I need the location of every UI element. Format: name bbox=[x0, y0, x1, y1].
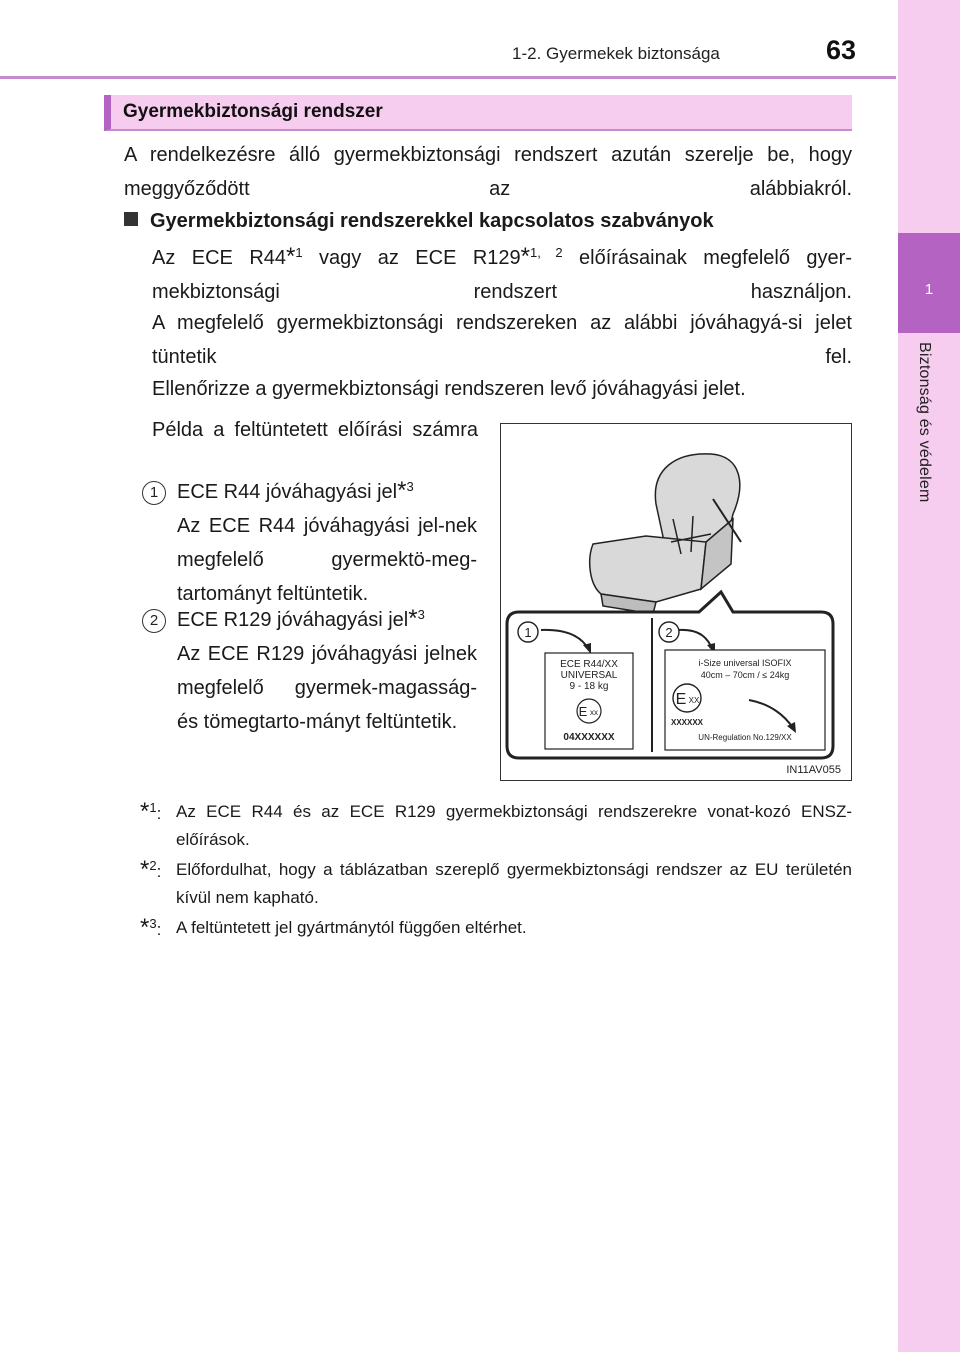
label1-line3: 9 - 18 kg bbox=[569, 681, 609, 692]
label2-number: XXXXXX bbox=[671, 718, 704, 727]
subheading-text: Gyermekbiztonsági rendszerekkel kapcsolatos szabványok bbox=[150, 210, 714, 232]
section-heading-bar bbox=[104, 95, 852, 131]
child-seat-icon bbox=[590, 454, 741, 614]
item-2-desc: Az ECE R129 jóváhagyási jelnek megfelelő gyermek-magasság- és tömegtarto-mányt feltüntetik. bbox=[177, 643, 477, 733]
footnote-ref-star: * bbox=[397, 477, 407, 504]
subheading bbox=[124, 204, 852, 238]
item-marker-2: 2 bbox=[142, 609, 166, 633]
item-ece-r44 bbox=[177, 474, 477, 611]
footnote-3-text: A feltüntetett jel gyártmánytól függően eltérhet. bbox=[176, 918, 527, 937]
chapter-title: Biztonság és védelem bbox=[916, 342, 933, 503]
intro-paragraph: A rendelkezésre álló gyermekbiztonsági rendszert azután szerelje be, hogy meggyőződött az alábbiakról. bbox=[124, 144, 852, 200]
item-1-footnote-ref: 3 bbox=[406, 478, 414, 494]
footnote-num: 2 bbox=[149, 857, 157, 873]
chapter-number: 1 bbox=[924, 281, 934, 298]
example-intro: Példa a feltüntetett előírási számra bbox=[152, 419, 478, 441]
approval-mark-paragraph: A megfelelő gyermekbiztonsági rendszereken az alábbi jóváhagyá-si jelet tüntetik fel. bbox=[152, 312, 852, 368]
label2-e-mark: E bbox=[675, 691, 687, 708]
footnote-num: 1 bbox=[149, 799, 157, 815]
footnote-3-marker: *$^3$: bbox=[140, 914, 162, 941]
item-1-title: ECE R44 jóváhagyási jel bbox=[177, 481, 398, 503]
label1-number: 04XXXXXX bbox=[563, 732, 615, 743]
item-marker-1: 1 bbox=[142, 481, 166, 505]
square-bullet-icon bbox=[124, 212, 138, 226]
child-seat-figure-svg bbox=[501, 424, 850, 779]
footnote-star: * bbox=[140, 856, 150, 883]
figure-marker-1: 1 bbox=[524, 625, 532, 640]
label1-line1: ECE R44/XX bbox=[560, 659, 618, 670]
header-section-title: 1-2. Gyermekek biztonsága bbox=[512, 44, 720, 63]
check-mark-paragraph: Ellenőrizze a gyermekbiztonsági rendszeren levő jóváhagyási jelet. bbox=[152, 378, 746, 400]
label1-e-mark-sub: xx bbox=[590, 708, 598, 717]
p1-text-a: Az ECE R44 bbox=[152, 247, 287, 269]
footnote-ref-star: * bbox=[286, 243, 296, 270]
chapter-side-tab bbox=[898, 0, 960, 1352]
figure-marker-2: 2 bbox=[665, 625, 673, 640]
footnote-star: * bbox=[140, 798, 150, 825]
page-number: 63 bbox=[826, 35, 857, 65]
label1-e-mark: E bbox=[578, 704, 588, 719]
header-divider bbox=[0, 76, 896, 79]
approval-label-illustration bbox=[500, 423, 852, 781]
label2-e-mark-sub: XX bbox=[688, 696, 700, 705]
footnote-2-text: Előfordulhat, hogy a táblázatban szereplő gyermekbiztonsági rendszer az EU területén kívül nem kapható. bbox=[176, 860, 852, 907]
footnote-ref-star: * bbox=[408, 605, 418, 632]
footnote-1-text: Az ECE R44 és az ECE R129 gyermekbiztonsági rendszerekre vonat-kozó ENSZ-előírások. bbox=[176, 802, 852, 849]
figure-code: IN11AV055 bbox=[786, 764, 841, 776]
footnote-1-marker: *$^1$: bbox=[140, 798, 162, 825]
item-2-title: ECE R129 jóváhagyási jel bbox=[177, 609, 409, 631]
item-ece-r129 bbox=[177, 602, 477, 739]
footnote-num: 3 bbox=[149, 915, 157, 931]
standards-paragraph bbox=[152, 240, 852, 309]
footnote-2-marker: *$^2$: bbox=[140, 856, 162, 883]
item-2-footnote-ref: 3 bbox=[417, 606, 425, 622]
label2-line1: i-Size universal ISOFIX bbox=[698, 658, 792, 668]
label1-line2: UNIVERSAL bbox=[560, 670, 618, 681]
footnote-ref-star: * bbox=[520, 243, 530, 270]
p1-text-b: vagy az ECE R129 bbox=[319, 247, 521, 269]
footnote-ref-1: 1 bbox=[295, 244, 303, 260]
label2-line2: 40cm – 70cm / ≤ 24kg bbox=[700, 670, 790, 680]
page-header bbox=[0, 0, 896, 78]
footnote-ref-1-2: 1, 2 bbox=[530, 244, 563, 260]
footnote-star: * bbox=[140, 914, 150, 941]
label2-regulation: UN-Regulation No.129/XX bbox=[698, 733, 792, 742]
p1-text-c: előírásainak megfelelő gyer-mekbiztonsági rendszert használjon. bbox=[152, 247, 852, 303]
item-1-desc: Az ECE R44 jóváhagyási jel-nek megfelelő gyermektö-meg-tartományt feltüntetik. bbox=[177, 515, 477, 605]
section-title: Gyermekbiztonsági rendszer bbox=[123, 101, 383, 122]
